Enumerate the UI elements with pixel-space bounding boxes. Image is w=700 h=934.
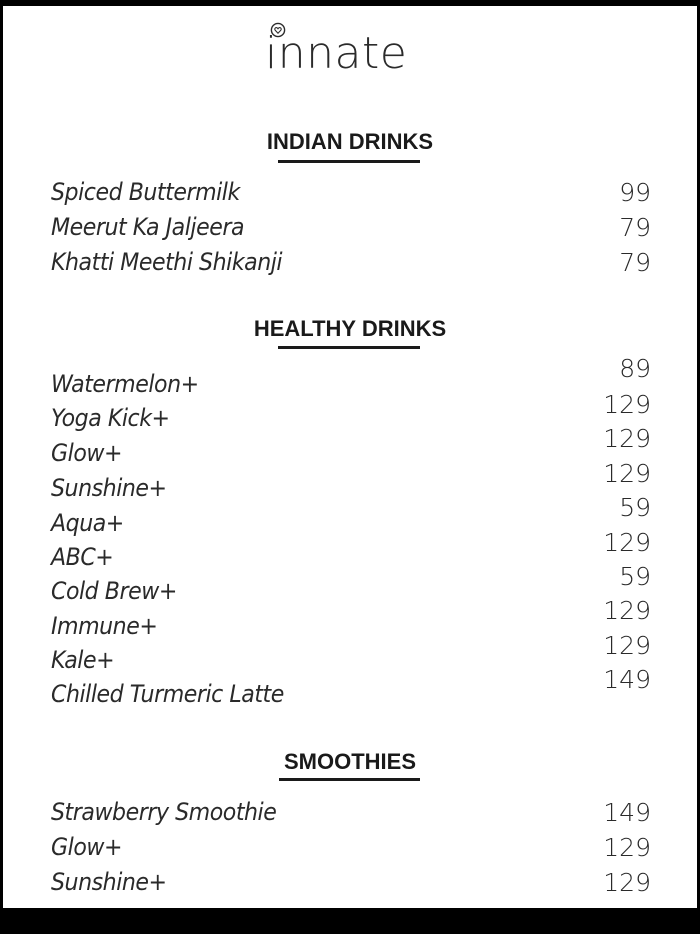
menu-item-price: 129 xyxy=(603,459,651,488)
menu-item-price: 129 xyxy=(603,596,651,625)
menu-item-price: 129 xyxy=(603,424,651,453)
section-title-indian-drinks: INDIAN DRINKS xyxy=(266,129,434,154)
menu-item-name: Kale+ xyxy=(51,646,115,674)
menu-item-price: 79 xyxy=(619,248,651,277)
menu-item-name: Watermelon+ xyxy=(51,370,199,398)
brand-name: innate xyxy=(265,28,408,79)
section-underline xyxy=(278,346,420,349)
menu-item-price: 129 xyxy=(603,390,651,419)
section-title-smoothies: SMOOTHIES xyxy=(283,749,416,774)
menu-item-price: 129 xyxy=(603,528,651,557)
menu-item-price: 149 xyxy=(603,798,651,827)
menu-item-price: 89 xyxy=(619,354,651,383)
section-underline xyxy=(278,160,420,163)
menu-item-price: 129 xyxy=(603,868,651,897)
menu-item-name: Cold Brew+ xyxy=(51,577,177,605)
menu-item-price: 59 xyxy=(619,493,651,522)
menu-item-price: 99 xyxy=(619,178,651,207)
menu-item-name: Aqua+ xyxy=(51,509,124,537)
section-title-healthy-drinks: HEALTHY DRINKS xyxy=(253,316,447,341)
menu-item-name: Glow+ xyxy=(51,439,123,467)
menu-item-name: Yoga Kick+ xyxy=(51,404,170,432)
menu-item-name: Chilled Turmeric Latte xyxy=(51,680,284,708)
menu-item-price: 129 xyxy=(603,833,651,862)
menu-item-price: 59 xyxy=(619,562,651,591)
brand-logo xyxy=(265,20,445,90)
menu-item-name: ABC+ xyxy=(51,543,114,571)
menu-item-name: Sunshine+ xyxy=(51,474,167,502)
menu-item-name: Khatti Meethi Shikanji xyxy=(51,248,283,276)
menu-item-name: Glow+ xyxy=(51,833,123,861)
menu-item-name: Meerut Ka Jaljeera xyxy=(51,213,245,241)
menu-item-name: Strawberry Smoothie xyxy=(51,798,277,826)
menu-item-price: 129 xyxy=(603,631,651,660)
section-underline xyxy=(279,778,420,781)
menu-item-name: Sunshine+ xyxy=(51,868,167,896)
menu-item-price: 149 xyxy=(603,665,651,694)
menu-item-name: Spiced Buttermilk xyxy=(51,178,240,206)
menu-page xyxy=(3,6,697,908)
menu-item-name: Immune+ xyxy=(51,612,158,640)
menu-item-price: 79 xyxy=(619,213,651,242)
